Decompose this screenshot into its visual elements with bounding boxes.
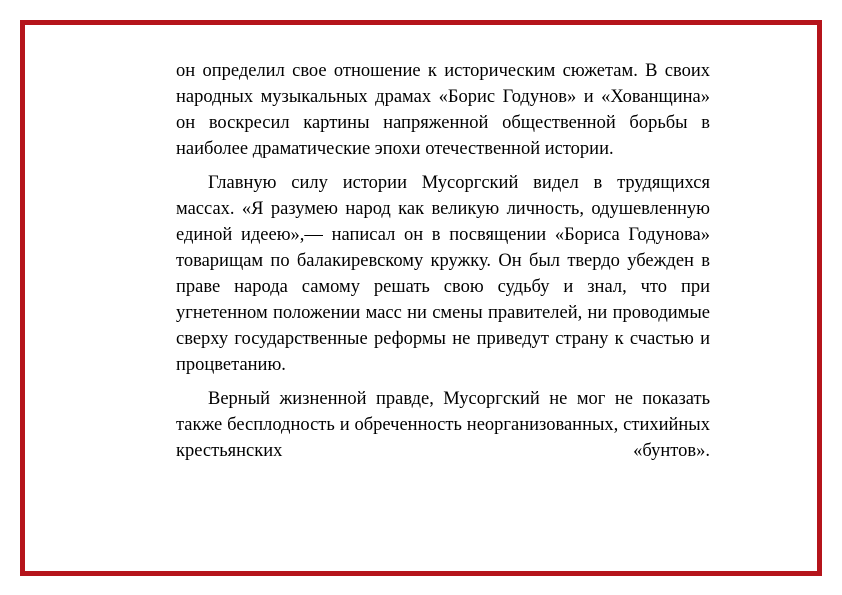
slide-text [176, 58, 710, 472]
paragraph-1: он определил свое отношение к историческим сюжетам. В своих народных музыкальных драмах «Борис Годунов» и «Хованщина» он воскресил картины напряженной общественной борьбы в наиболее драматические эпохи отечественной истории. [176, 61, 710, 159]
paragraph-2: Главную силу истории Мусоргский видел в трудящихся массах. «Я разумею народ как великую личность, одушевленную единой идеею»,— написал он в посвящении «Бориса Годунова» товарищам по балакиревскому кружку. Он был твердо убежден в праве народа самому решать свою судьбу и знал, что при угнетенном положении масс ни смены правителей, ни проводимые сверху государственные реформы не приведут страну к счастью и процветанию. [176, 173, 710, 375]
paragraph-3: Верный жизненной правде, Мусоргский не мог не показать также бесплодность и обреченность неорганизованных, стихийных крестьянских «бунтов». [176, 389, 710, 461]
